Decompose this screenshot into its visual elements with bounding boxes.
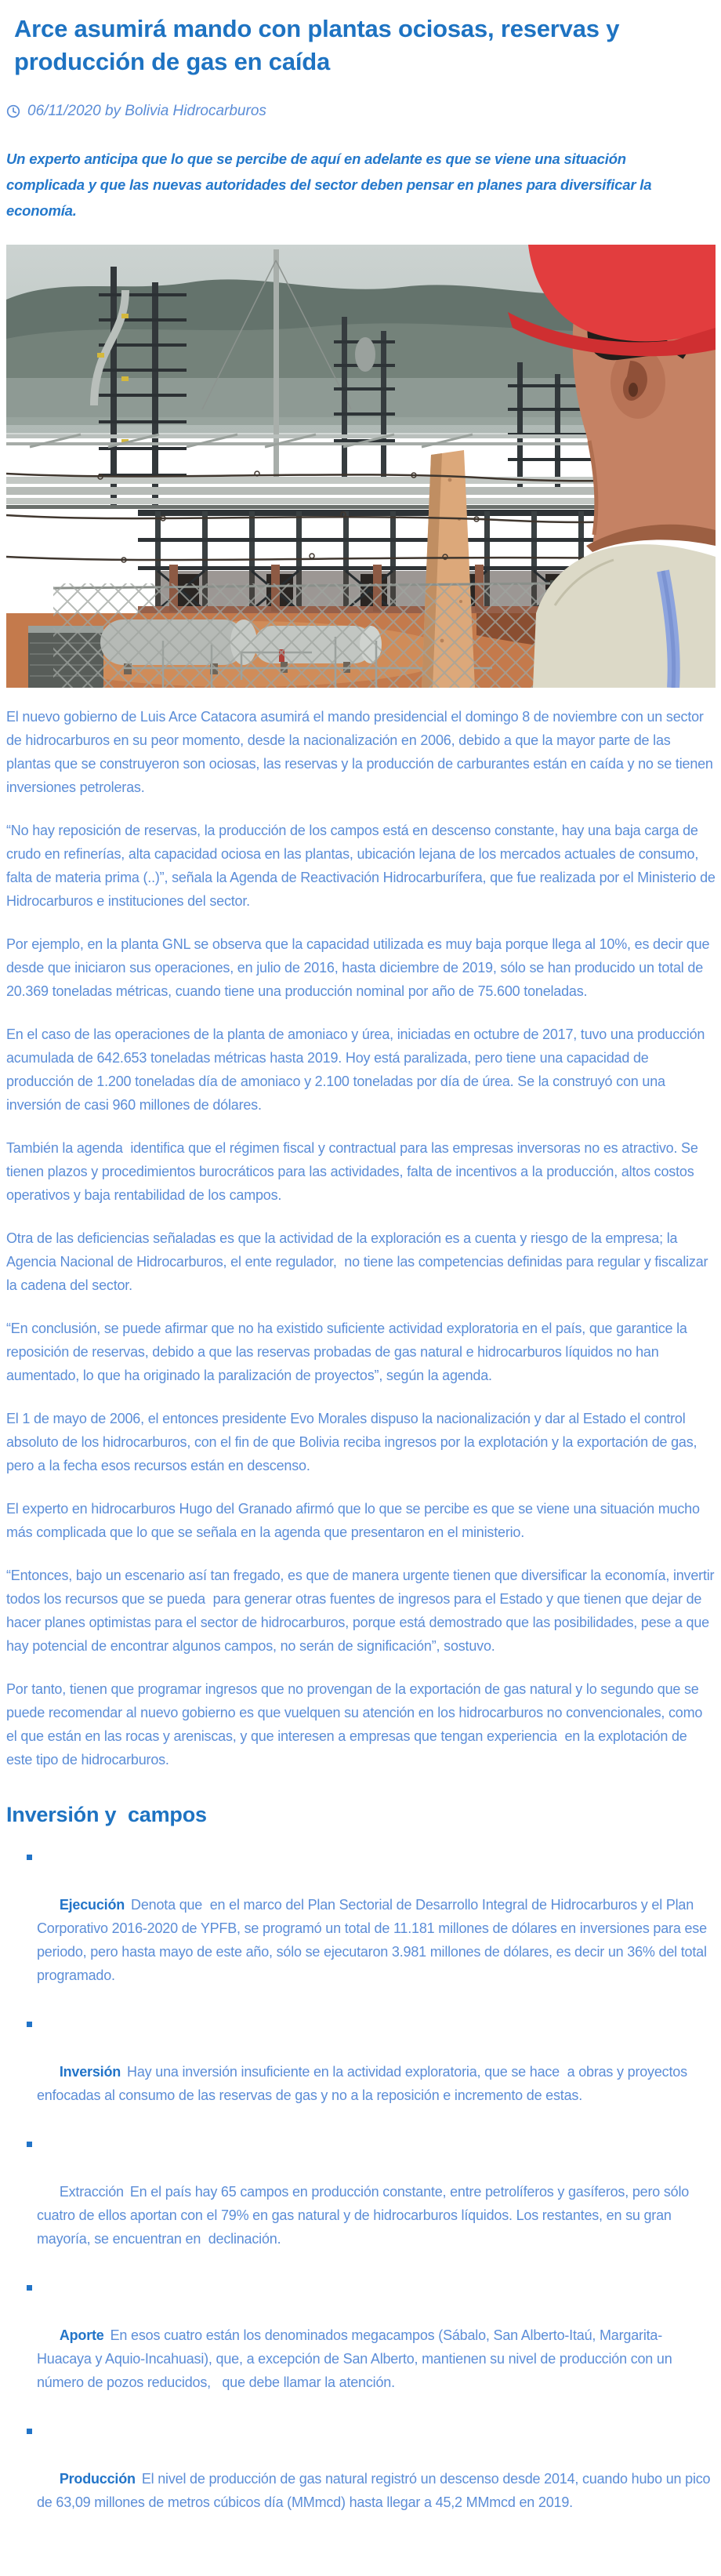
list-item <box>37 2013 716 2131</box>
bullet-label: Producción <box>59 2471 136 2487</box>
bullet-label: Inversión <box>59 2064 121 2080</box>
bullet-square-icon <box>27 2285 32 2291</box>
bullet-text: El nivel de producción de gas natural registró un descenso desde 2014, cuando hubo un pico de 63,09 millones de metros cúbicos día (MMmcd) hasta llegar a 45,2 MMmcd en 2019. <box>37 2471 715 2510</box>
bullet-square-icon <box>27 2142 32 2147</box>
page-title: Arce asumirá mando con plantas ociosas, reservas y producción de gas en caída <box>14 15 626 75</box>
facts-list <box>6 1846 716 2538</box>
clock-icon <box>6 104 20 118</box>
bullet-square-icon <box>27 1855 32 1860</box>
gas-plant-photo <box>6 245 716 688</box>
byline: 06/11/2020 by Bolivia Hidrocarburos <box>27 103 266 119</box>
list-item <box>37 2420 716 2538</box>
article-meta <box>6 103 716 120</box>
article-paragraph: Otra de las deficiencias señaladas es que la actividad de la exploración es a cuenta y riesgo de la empresa; la Agencia Nacional de Hidrocarburos, el ente regulador, no tiene las competencias definidas para regular y fiscalizar la cadena del sector. <box>6 1230 712 1293</box>
article-paragraph: El nuevo gobierno de Luis Arce Catacora asumirá el mando presidencial el domingo 8 de noviembre con un sector de hidrocarburos en su peor momento, desde la nacionalización en 2006, debido a que la mayor parte de las plantas que se construyeron son ociosas, las reservas y la producción de carburantes están en caída y no se tienen inversiones petroleras. <box>6 709 717 795</box>
list-item <box>37 2133 716 2274</box>
section-heading: Inversión y campos <box>6 1803 207 1826</box>
bullet-text: Hay una inversión insuficiente en la actividad exploratoria, que se hace a obras y proyectos enfocadas al consumo de las reservas de gas y no a la reposición e incremento de estas. <box>37 2064 691 2103</box>
article-paragraph: Por ejemplo, en la planta GNL se observa que la capacidad utilizada es muy baja porque llega al 10%, es decir que desde que iniciaron sus operaciones, en julio de 2016, hasta diciembre de 2019, sólo se han producido un total de 20.369 toneladas métricas, cuando tiene una producción nominal por año de 75.600 toneladas. <box>6 936 714 999</box>
bullet-label: Aporte <box>59 2327 104 2343</box>
article-paragraph: También la agenda identifica que el régimen fiscal y contractual para las empresas inversoras no es atractivo. Se tienen plazos y procedimientos burocráticos para las actividades, falta de incentivos a la producción, altos costos operativos y baja rentabilidad de los campos. <box>6 1140 702 1203</box>
article-paragraph: “En conclusión, se puede afirmar que no ha existido suficiente actividad exploratoria en el país, que garantice la reposición de reservas, debido a que las reservas probadas de gas natural e hidrocarburos líquidos no han aumentado, lo que ha originado la paralización de proyectos”, según la agenda. <box>6 1321 691 1383</box>
article-paragraph: “Entonces, bajo un escenario así tan fregado, es que de manera urgente tienen que diversificar la economía, invertir todos los recursos que se pueda para generar otras fuentes de ingresos para el Estado y que tienen que dejar de hacer planes optimistas para el sector de hidrocarburos, porque está demostrado que las posibilidades, pese a que hay potencial de encontrar algunos campos, no serán de significación”, sostuvo. <box>6 1568 719 1654</box>
hero-image <box>6 245 716 688</box>
list-item <box>37 2276 716 2418</box>
bullet-label: Ejecución <box>59 1897 125 1913</box>
bullet-text: En el país hay 65 campos en producción constante, entre petrolíferos y gasíferos, pero sólo cuatro de ellos aportan con el 79% en gas natural y de hidrocarburos líquidos. Los restantes, en su gran mayoría, se encuentran en declinación. <box>37 2184 693 2247</box>
article-lede: Un experto anticipa que lo que se percibe de aquí en adelante es que se viene una situación complicada y que las nuevas autoridades del sector deben pensar en planes para diversificar la economía. <box>6 151 656 219</box>
list-item <box>37 1846 716 2011</box>
bullet-square-icon <box>27 2429 32 2434</box>
article-paragraph: Por tanto, tienen que programar ingresos que no provengan de la exportación de gas natural y lo segundo que se puede recomendar al nuevo gobierno es que vuelquen su atención en los hidrocarburos no convencionales, como el que están en las rocas y areniscas, y que interesen a empresas que tengan experiencia en la explotación de este tipo de hidrocarburos. <box>6 1681 707 1768</box>
article-paragraph: El 1 de mayo de 2006, el entonces presidente Evo Morales dispuso la nacionalización y dar al Estado el control absoluto de los hidrocarburos, con el fin de que Bolivia reciba ingresos por la explotación y la exportación de gas, pero a la fecha esos recursos están en descenso. <box>6 1411 701 1473</box>
article-paragraph: “No hay reposición de reservas, la producción de los campos está en descenso constante, hay una baja carga de crudo en refinerías, alta capacidad ociosa en las plantas, ubicación lejana de los mercados actuales de consumo, falta de materia prima (..)”, señala la Agenda de Reactivación Hidrocarburífera, que fue realizada por el Ministerio de Hidrocarburos e instituciones del sector. <box>6 823 719 909</box>
bullet-label: Extracción <box>59 2184 124 2200</box>
bullet-text: Denota que en el marco del Plan Sectorial de Desarrollo Integral de Hidrocarburos y el Plan Corporativo 2016-2020 de YPFB, se programó un total de 11.181 millones de dólares en inversiones para ese periodo, pero hasta mayo de este año, sólo se ejecutaron 3.981 millones de dólares, es decir un 36% del total programado. <box>37 1897 711 1983</box>
article-paragraph: El experto en hidrocarburos Hugo del Granado afirmó que lo que se percibe es que se viene una situación mucho más complicada que lo que se señala en la agenda que presentaron en el ministerio. <box>6 1501 704 1540</box>
bullet-text: En esos cuatro están los denominados megacampos (Sábalo, San Alberto-Itaú, Margarita-Huacaya y Aquio-Incahuasi), que, a excepción de San Alberto, mantienen su nivel de producción con un número de pozos reducidos, que debe llamar la atención. <box>37 2327 676 2390</box>
article-body <box>6 705 719 1771</box>
article-paragraph: En el caso de las operaciones de la planta de amoniaco y úrea, iniciadas en octubre de 2017, tuvo una producción acumulada de 642.653 toneladas métricas hasta 2019. Hoy está paralizada, pero tiene una capacidad de producción de 1.200 toneladas día de amoniaco y 2.100 toneladas por día de úrea. Se la construyó con una inversión de casi 960 millones de dólares. <box>6 1026 709 1113</box>
bullet-square-icon <box>27 2022 32 2027</box>
